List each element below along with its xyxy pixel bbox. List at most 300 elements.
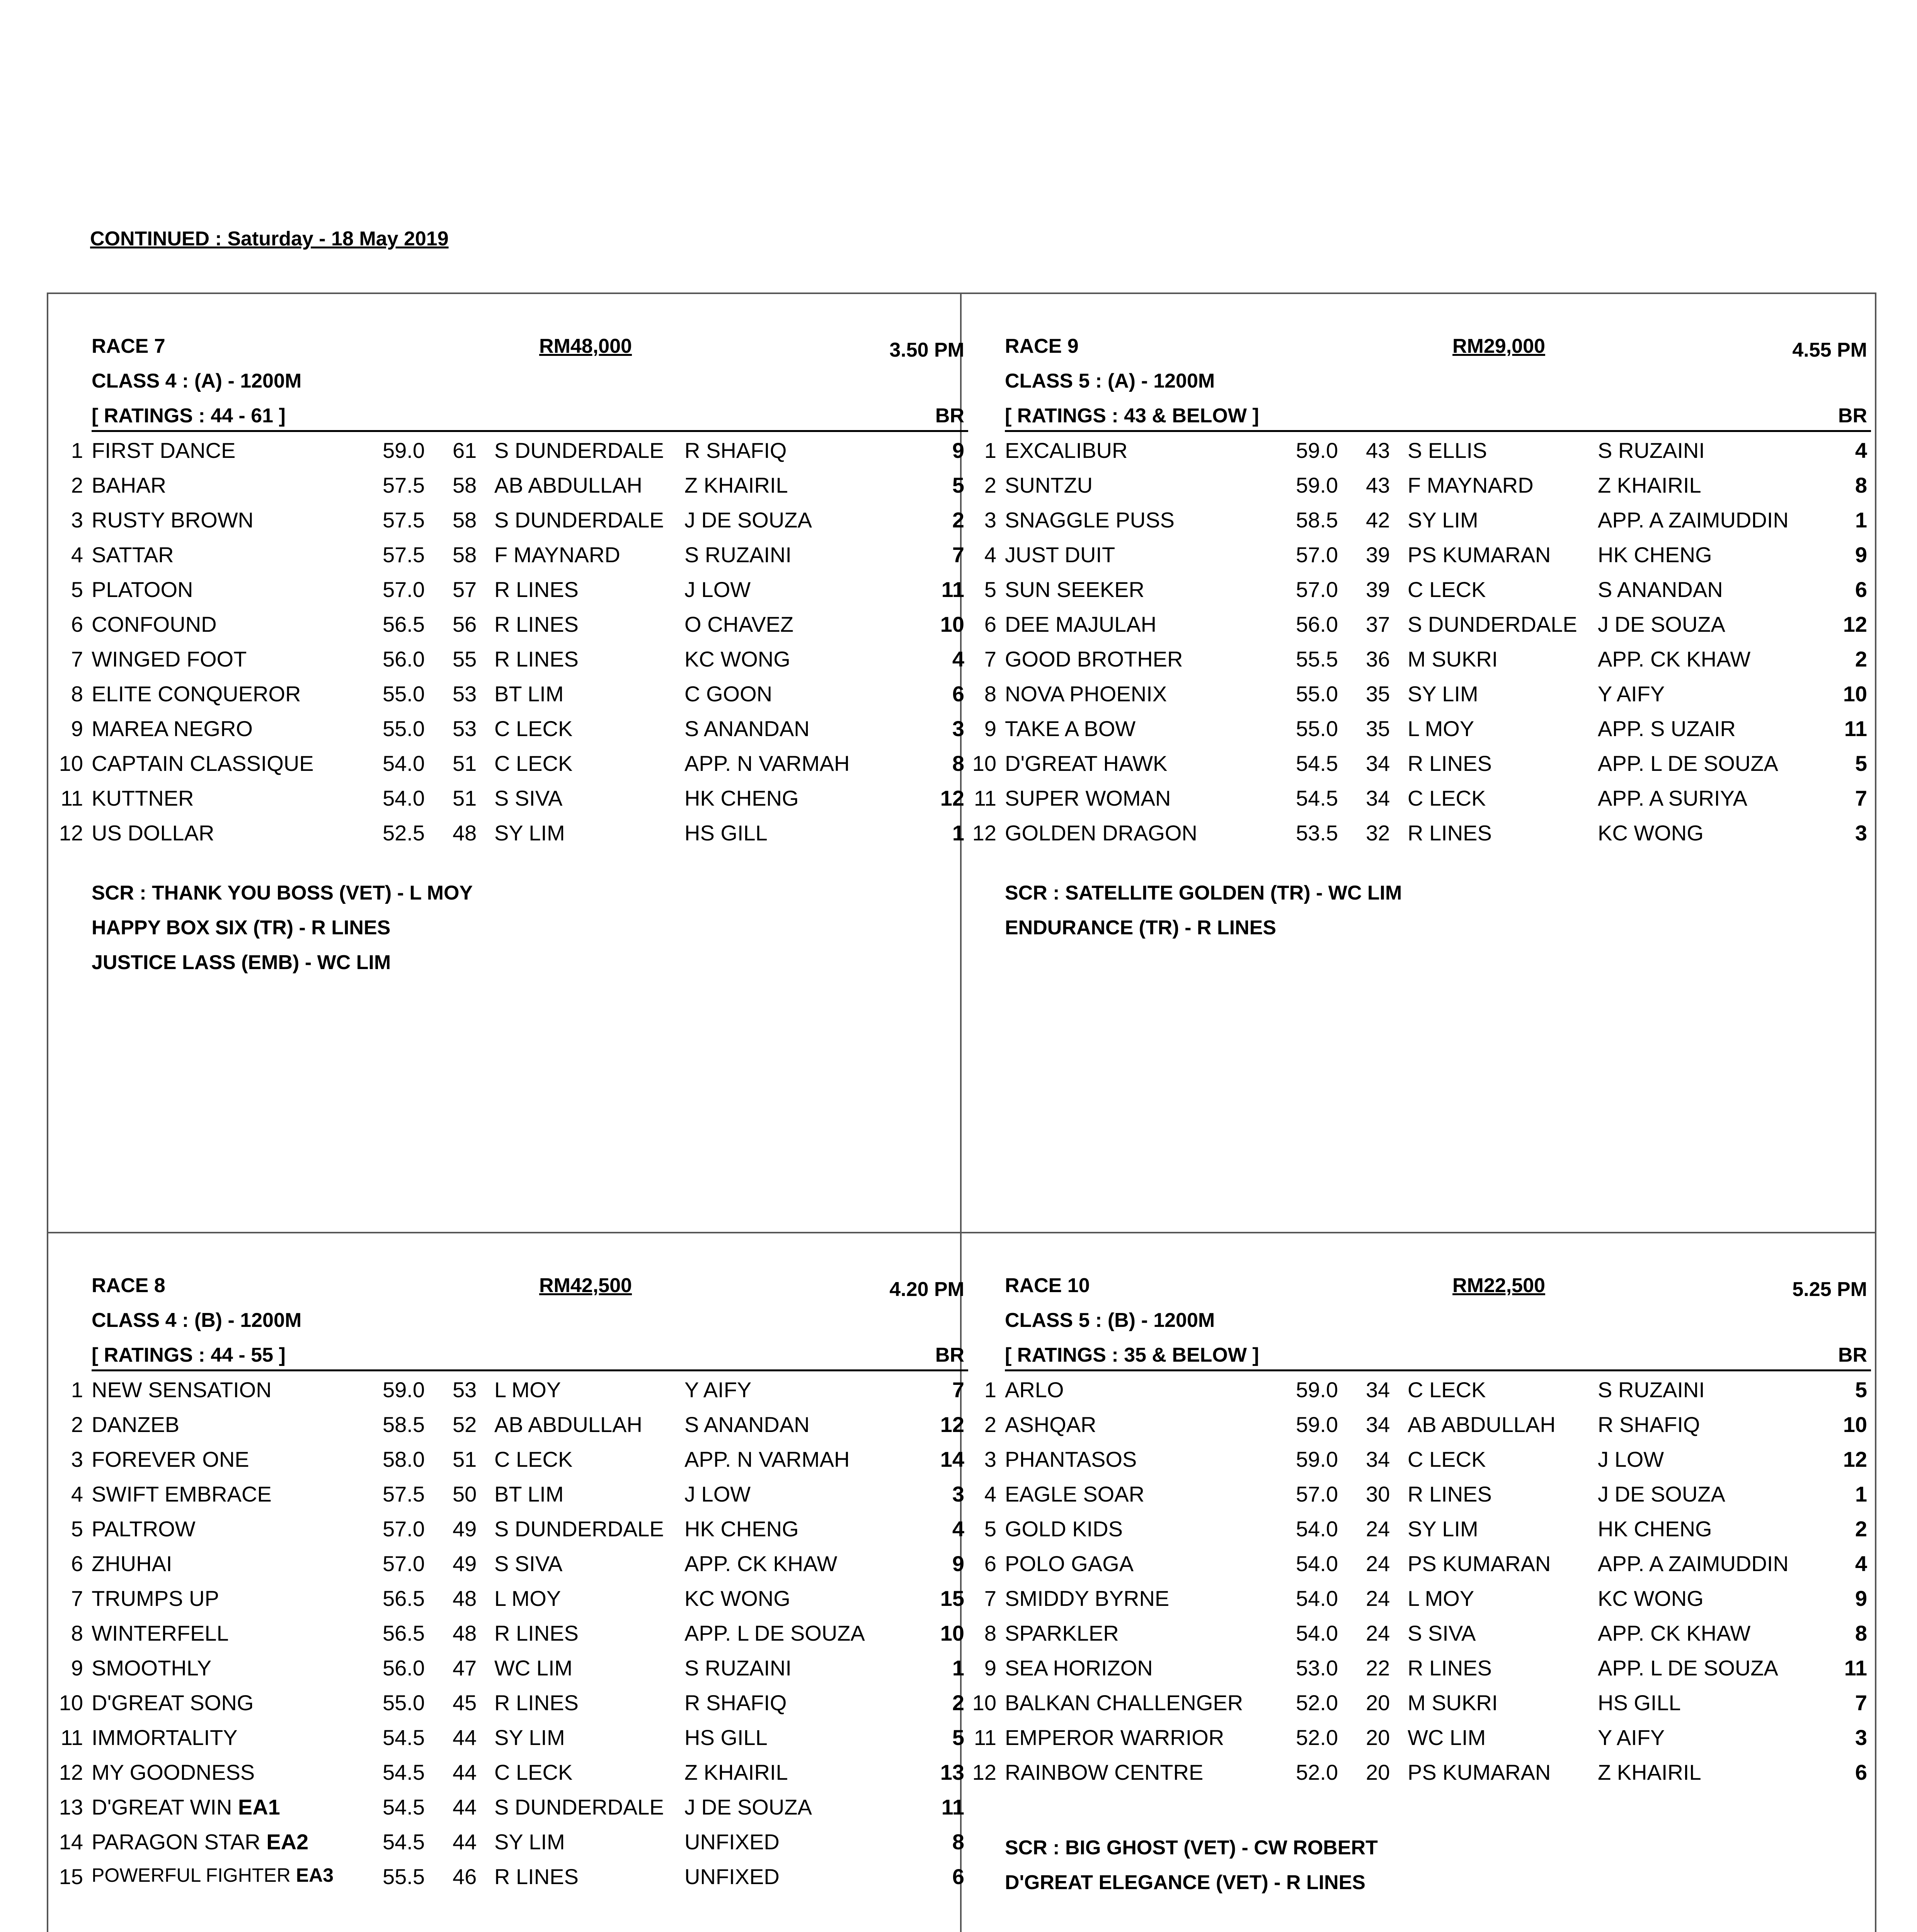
trainer: R SHAFIQ — [684, 438, 787, 463]
barrier: 7 — [952, 543, 964, 567]
header-rule — [92, 1369, 968, 1371]
barrier: 6 — [952, 1864, 964, 1889]
header-rule — [1005, 1369, 1871, 1371]
runner-row — [48, 1377, 972, 1412]
jockey: L MOY — [1408, 716, 1474, 741]
weight: 57.5 — [383, 543, 425, 567]
weight: 57.0 — [383, 1517, 425, 1541]
weight: 59.0 — [383, 438, 425, 463]
trainer: APP. S UZAIR — [1598, 716, 1736, 741]
runner-row — [48, 1794, 972, 1829]
trainer: HS GILL — [684, 821, 768, 845]
horse-name — [92, 1829, 308, 1854]
jockey: AB ABDULLAH — [494, 473, 642, 497]
runner-row — [48, 716, 972, 751]
runner-row — [962, 438, 1875, 473]
horse-name — [92, 1655, 211, 1680]
horse-name — [1005, 542, 1115, 567]
jockey: C LECK — [1408, 1447, 1486, 1471]
jockey: L MOY — [494, 1378, 561, 1402]
trainer: J LOW — [684, 577, 751, 602]
weight: 54.0 — [383, 786, 425, 810]
jockey: R LINES — [494, 577, 579, 602]
barrier: 5 — [952, 1725, 964, 1750]
runner-number: 7 — [984, 647, 996, 671]
weight: 54.5 — [383, 1760, 425, 1784]
barrier: 11 — [1844, 716, 1867, 741]
horse-name-text: PLATOON — [92, 577, 193, 602]
horse-name-text: FOREVER ONE — [92, 1447, 249, 1471]
rating: 48 — [453, 1586, 477, 1611]
race-title: RACE 9 — [1005, 335, 1079, 357]
weight: 55.0 — [1296, 716, 1338, 741]
horse-name — [92, 1725, 238, 1750]
horse-name-text: MY GOODNESS — [92, 1760, 255, 1784]
horse-name-text: TAKE A BOW — [1005, 716, 1136, 741]
horse-name — [1005, 716, 1136, 741]
barrier: 3 — [1855, 821, 1867, 845]
rating: 58 — [453, 543, 477, 567]
trainer: APP. N VARMAH — [684, 1447, 850, 1471]
runner-row — [962, 1377, 1875, 1412]
trainer: S ANANDAN — [684, 1412, 810, 1437]
runner-row — [48, 820, 972, 855]
barrier: 1 — [1855, 508, 1867, 532]
rating: 22 — [1366, 1656, 1390, 1680]
horse-name-text: D'GREAT WIN — [92, 1795, 232, 1819]
rating: 37 — [1366, 612, 1390, 636]
rating: 56 — [453, 612, 477, 636]
horse-name-text: GOLDEN DRAGON — [1005, 821, 1197, 845]
runner-number: 12 — [59, 1760, 83, 1784]
runner-number: 4 — [984, 1482, 996, 1506]
trainer: KC WONG — [1598, 821, 1704, 845]
weight: 55.0 — [1296, 682, 1338, 706]
trainer: S RUZAINI — [684, 543, 792, 567]
horse-name-text: D'GREAT SONG — [92, 1690, 254, 1715]
runner-list — [48, 1377, 972, 1899]
barrier: 7 — [952, 1378, 964, 1402]
horse-name-text: DEE MAJULAH — [1005, 612, 1157, 636]
horse-name — [1005, 786, 1171, 811]
jockey: C LECK — [494, 1447, 573, 1471]
barrier: 9 — [952, 1551, 964, 1576]
trainer: UNFIXED — [684, 1830, 780, 1854]
weight: 53.5 — [1296, 821, 1338, 845]
runner-row — [48, 438, 972, 473]
runner-row — [48, 1481, 972, 1516]
horse-name — [1005, 1516, 1123, 1541]
trainer: S ANANDAN — [684, 716, 810, 741]
jockey: R LINES — [1408, 1482, 1492, 1506]
horse-name-text: RAINBOW CENTRE — [1005, 1760, 1204, 1784]
runner-number: 4 — [71, 1482, 83, 1506]
weight: 54.0 — [1296, 1621, 1338, 1645]
weight: 57.5 — [383, 473, 425, 497]
trainer: HK CHENG — [1598, 1517, 1712, 1541]
rating: 44 — [453, 1795, 477, 1819]
weight: 56.0 — [383, 647, 425, 671]
barrier: 15 — [940, 1586, 964, 1611]
weight: 56.5 — [383, 1586, 425, 1611]
runner-row — [48, 1655, 972, 1690]
runner-row — [962, 820, 1875, 855]
jockey: SY LIM — [494, 821, 565, 845]
weight: 56.0 — [383, 1656, 425, 1680]
race-ratings: [ RATINGS : 43 & BELOW ] — [1005, 405, 1259, 427]
jockey: F MAYNARD — [1408, 473, 1534, 497]
horse-name-text: NEW SENSATION — [92, 1378, 272, 1402]
scratching-line: ENDURANCE (TR) - R LINES — [1005, 917, 1276, 939]
runner-number: 11 — [60, 786, 83, 810]
weight: 54.5 — [1296, 786, 1338, 810]
runner-list — [962, 438, 1875, 855]
horse-name-text: EXCALIBUR — [1005, 438, 1128, 463]
rating: 35 — [1366, 682, 1390, 706]
header-rule — [1005, 430, 1871, 432]
horse-name — [1005, 1725, 1224, 1750]
barrier: 7 — [1855, 786, 1867, 810]
trainer: J DE SOUZA — [684, 508, 812, 532]
horse-name — [92, 1516, 196, 1541]
trainer: APP. CK KHAW — [1598, 647, 1751, 671]
horse-name — [92, 1760, 255, 1785]
barrier: 8 — [1855, 473, 1867, 497]
jockey: SY LIM — [494, 1725, 565, 1750]
weight: 57.0 — [383, 577, 425, 602]
barrier: 6 — [952, 682, 964, 706]
rating: 32 — [1366, 821, 1390, 845]
horse-name-text: BAHAR — [92, 473, 166, 497]
rating: 24 — [1366, 1517, 1390, 1541]
horse-name-text: SATTAR — [92, 543, 174, 567]
weight: 54.0 — [1296, 1551, 1338, 1576]
barrier: 6 — [1855, 1760, 1867, 1784]
runner-row — [962, 507, 1875, 542]
horse-name — [1005, 1481, 1144, 1507]
horse-name-text: PHANTASOS — [1005, 1447, 1137, 1471]
scratching-line: SCR : THANK YOU BOSS (VET) - L MOY — [92, 882, 473, 904]
trainer: KC WONG — [684, 647, 790, 671]
horse-name — [92, 1794, 280, 1820]
rating: 20 — [1366, 1690, 1390, 1715]
horse-name-text: D'GREAT HAWK — [1005, 751, 1168, 776]
rating: 43 — [1366, 438, 1390, 463]
jockey: PS KUMARAN — [1408, 543, 1551, 567]
horse-name — [1005, 577, 1144, 602]
barrier: 13 — [940, 1760, 964, 1784]
trainer: APP. L DE SOUZA — [684, 1621, 865, 1645]
rating: 53 — [453, 682, 477, 706]
rating: 48 — [453, 821, 477, 845]
horse-name-text: SPARKLER — [1005, 1621, 1119, 1645]
runner-number: 8 — [71, 1621, 83, 1645]
barrier-header: BR — [1838, 1344, 1867, 1366]
runner-row — [48, 542, 972, 577]
rating: 24 — [1366, 1621, 1390, 1645]
weight: 55.5 — [1296, 647, 1338, 671]
weight: 57.0 — [1296, 1482, 1338, 1506]
runner-number: 15 — [59, 1864, 83, 1889]
trainer: HK CHENG — [1598, 543, 1712, 567]
runner-number: 11 — [974, 786, 996, 810]
trainer: Y AIFY — [1598, 1725, 1665, 1750]
horse-name — [92, 1621, 229, 1646]
rating: 51 — [453, 1447, 477, 1471]
runner-number: 5 — [984, 1517, 996, 1541]
weight: 57.0 — [1296, 577, 1338, 602]
runner-row — [48, 1760, 972, 1794]
horse-name — [92, 577, 193, 602]
weight: 52.0 — [1296, 1725, 1338, 1750]
trainer: KC WONG — [1598, 1586, 1704, 1611]
horse-name — [92, 1690, 254, 1715]
race-panel — [48, 294, 972, 1229]
runner-number: 5 — [71, 577, 83, 602]
barrier: 2 — [952, 1690, 964, 1715]
race-title: RACE 8 — [92, 1274, 165, 1297]
runner-number: 6 — [984, 612, 996, 636]
trainer: S RUZAINI — [1598, 1378, 1705, 1402]
horse-name-text: KUTTNER — [92, 786, 194, 810]
scratching-line: D'GREAT ELEGANCE (VET) - R LINES — [1005, 1871, 1365, 1894]
trainer: R SHAFIQ — [1598, 1412, 1700, 1437]
scratching-line: SCR : SATELLITE GOLDEN (TR) - WC LIM — [1005, 882, 1402, 904]
jockey: L MOY — [1408, 1586, 1474, 1611]
horse-name — [1005, 1690, 1243, 1715]
horse-name — [92, 1377, 272, 1402]
runner-row — [48, 1690, 972, 1725]
trainer: R SHAFIQ — [684, 1690, 787, 1715]
runner-row — [962, 612, 1875, 646]
barrier: 2 — [952, 508, 964, 532]
horse-name-text: CONFOUND — [92, 612, 217, 636]
weight: 59.0 — [1296, 1412, 1338, 1437]
rating: 34 — [1366, 1447, 1390, 1471]
trainer: APP. A ZAIMUDDIN — [1598, 508, 1789, 532]
scratching-line: HAPPY BOX SIX (TR) - R LINES — [92, 917, 391, 939]
barrier: 14 — [940, 1447, 964, 1471]
runner-number: 6 — [984, 1551, 996, 1576]
jockey: R LINES — [1408, 821, 1492, 845]
rating: 34 — [1366, 786, 1390, 810]
jockey: SY LIM — [1408, 508, 1478, 532]
jockey: R LINES — [1408, 1656, 1492, 1680]
runner-row — [962, 577, 1875, 612]
weight: 59.0 — [1296, 438, 1338, 463]
rating: 45 — [453, 1690, 477, 1715]
race-panel — [48, 1233, 972, 1932]
horse-name — [1005, 1655, 1153, 1680]
horse-name-text: GOOD BROTHER — [1005, 647, 1183, 671]
runner-row — [962, 786, 1875, 820]
horse-name-text: FIRST DANCE — [92, 438, 236, 463]
weight: 57.5 — [383, 1482, 425, 1506]
rating: 53 — [453, 1378, 477, 1402]
emergency-acceptor-tag: EA1 — [238, 1795, 280, 1819]
rating: 50 — [453, 1482, 477, 1506]
jockey: S DUNDERDALE — [494, 1795, 664, 1819]
horse-name — [92, 681, 301, 706]
horse-name — [92, 646, 247, 672]
runner-row — [962, 751, 1875, 786]
weight: 52.0 — [1296, 1760, 1338, 1784]
horse-name-text: JUST DUIT — [1005, 543, 1115, 567]
barrier: 2 — [1855, 1517, 1867, 1541]
rating: 44 — [453, 1760, 477, 1784]
rating: 30 — [1366, 1482, 1390, 1506]
weight: 58.5 — [1296, 508, 1338, 532]
trainer: APP. L DE SOUZA — [1598, 751, 1778, 776]
horse-name — [92, 612, 217, 637]
barrier-header: BR — [1838, 405, 1867, 427]
runner-number: 7 — [71, 647, 83, 671]
race-class: CLASS 4 : (B) - 1200M — [92, 1309, 302, 1332]
race-prize: RM29,000 — [1452, 335, 1545, 357]
weight: 58.5 — [383, 1412, 425, 1437]
jockey: F MAYNARD — [494, 543, 620, 567]
jockey: M SUKRI — [1408, 1690, 1498, 1715]
trainer: APP. L DE SOUZA — [1598, 1656, 1778, 1680]
horse-name — [92, 1412, 179, 1437]
barrier: 3 — [952, 716, 964, 741]
horse-name — [1005, 473, 1093, 498]
runner-number: 1 — [71, 438, 83, 463]
weight: 52.0 — [1296, 1690, 1338, 1715]
runner-number: 9 — [71, 716, 83, 741]
runner-row — [962, 1516, 1875, 1551]
runner-number: 10 — [59, 751, 83, 776]
weight: 56.0 — [1296, 612, 1338, 636]
runner-row — [48, 786, 972, 820]
runner-row — [48, 507, 972, 542]
horse-name-text: POWERFUL FIGHTER — [92, 1864, 291, 1886]
weight: 53.0 — [1296, 1656, 1338, 1680]
runner-number: 10 — [59, 1690, 83, 1715]
trainer: J DE SOUZA — [1598, 612, 1725, 636]
jockey: L MOY — [494, 1586, 561, 1611]
barrier: 10 — [1843, 682, 1867, 706]
weight: 54.0 — [383, 751, 425, 776]
runner-number: 13 — [59, 1795, 83, 1819]
horse-name-text: ASHQAR — [1005, 1412, 1096, 1437]
rating: 24 — [1366, 1551, 1390, 1576]
runner-row — [48, 473, 972, 507]
jockey: C LECK — [1408, 786, 1486, 810]
barrier: 12 — [940, 786, 964, 810]
rating: 57 — [453, 577, 477, 602]
jockey: S DUNDERDALE — [1408, 612, 1577, 636]
runner-number: 8 — [984, 1621, 996, 1645]
rating: 44 — [453, 1725, 477, 1750]
runner-row — [962, 542, 1875, 577]
horse-name — [92, 1447, 249, 1472]
runner-row — [962, 1655, 1875, 1690]
runner-number: 12 — [972, 821, 996, 845]
runner-number: 12 — [59, 821, 83, 845]
horse-name — [92, 1864, 334, 1886]
horse-name-text: RUSTY BROWN — [92, 508, 254, 532]
runner-row — [48, 1725, 972, 1760]
barrier: 10 — [940, 1621, 964, 1645]
trainer: S ANANDAN — [1598, 577, 1723, 602]
runner-row — [962, 716, 1875, 751]
weight: 56.5 — [383, 1621, 425, 1645]
jockey: SY LIM — [494, 1830, 565, 1854]
trainer: APP. CK KHAW — [1598, 1621, 1751, 1645]
horse-name-text: EMPEROR WARRIOR — [1005, 1725, 1224, 1750]
emergency-acceptor-tag: EA3 — [296, 1864, 334, 1886]
horse-name — [1005, 1412, 1096, 1437]
horse-name-text: DANZEB — [92, 1412, 180, 1437]
trainer: APP. A SURIYA — [1598, 786, 1748, 810]
barrier-header: BR — [935, 1344, 964, 1366]
race-time: 4.20 PM — [889, 1278, 964, 1301]
weight: 59.0 — [1296, 473, 1338, 497]
weight: 54.0 — [1296, 1517, 1338, 1541]
barrier: 5 — [1855, 751, 1867, 776]
horse-name-text: ZHUHAI — [92, 1551, 172, 1576]
rating: 36 — [1366, 647, 1390, 671]
race-time: 3.50 PM — [889, 339, 964, 361]
runner-row — [962, 1586, 1875, 1621]
trainer: Z KHAIRIL — [684, 1760, 788, 1784]
runner-row — [962, 1621, 1875, 1655]
horse-name-text: IMMORTALITY — [92, 1725, 238, 1750]
runner-number: 6 — [71, 1551, 83, 1576]
weight: 55.0 — [383, 716, 425, 741]
runner-row — [962, 1551, 1875, 1586]
rating: 39 — [1366, 543, 1390, 567]
horse-name-text: SUN SEEKER — [1005, 577, 1144, 602]
trainer: HK CHENG — [684, 1517, 799, 1541]
race-prize: RM22,500 — [1452, 1274, 1545, 1297]
header-rule — [92, 430, 968, 432]
trainer: J DE SOUZA — [1598, 1482, 1725, 1506]
trainer: Z KHAIRIL — [684, 473, 788, 497]
jockey: R LINES — [494, 612, 579, 636]
rating: 49 — [453, 1551, 477, 1576]
jockey: BT LIM — [494, 1482, 564, 1506]
horse-name — [1005, 507, 1175, 532]
barrier: 8 — [1855, 1621, 1867, 1645]
weight: 59.0 — [1296, 1447, 1338, 1471]
rating: 20 — [1366, 1725, 1390, 1750]
runner-row — [48, 577, 972, 612]
rating: 48 — [453, 1621, 477, 1645]
jockey: WC LIM — [1408, 1725, 1486, 1750]
rating: 43 — [1366, 473, 1390, 497]
trainer: HS GILL — [1598, 1690, 1681, 1715]
race-class: CLASS 5 : (B) - 1200M — [1005, 1309, 1215, 1332]
race-title: RACE 7 — [92, 335, 165, 357]
runner-row — [48, 1516, 972, 1551]
runner-number: 6 — [71, 612, 83, 636]
rating: 61 — [453, 438, 477, 463]
runner-row — [48, 681, 972, 716]
rating: 52 — [453, 1412, 477, 1437]
rating: 20 — [1366, 1760, 1390, 1784]
barrier-header: BR — [935, 405, 964, 427]
runner-row — [48, 751, 972, 786]
trainer: APP. A ZAIMUDDIN — [1598, 1551, 1789, 1576]
horse-name-text: SEA HORIZON — [1005, 1656, 1153, 1680]
runner-row — [962, 646, 1875, 681]
race-class: CLASS 5 : (A) - 1200M — [1005, 370, 1215, 392]
barrier: 11 — [941, 1795, 964, 1819]
weight: 54.0 — [1296, 1586, 1338, 1611]
horse-name — [1005, 1377, 1064, 1402]
